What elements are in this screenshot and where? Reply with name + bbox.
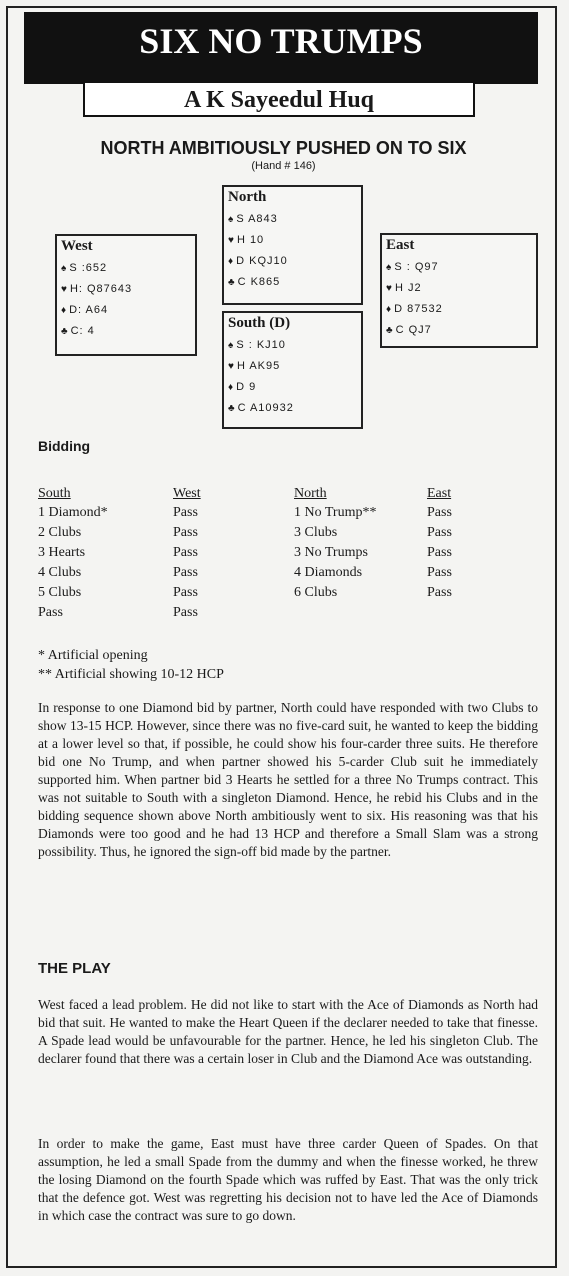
bid-cell: 2 Clubs	[38, 525, 82, 540]
heart-icon: ♥	[386, 283, 393, 294]
bid-cell: Pass	[173, 505, 198, 520]
hand-south-spades	[228, 335, 361, 356]
author-box	[83, 81, 475, 117]
hand-east-spades-text: S : Q97	[394, 261, 439, 273]
spade-icon: ♠	[61, 263, 68, 274]
bid-cell: 5 Clubs	[38, 585, 82, 600]
bid-column-east	[427, 484, 547, 603]
bid-cell: 3 No Trumps	[294, 545, 368, 560]
note-artificial-hcp: ** Artificial showing 10-12 HCP	[38, 667, 224, 682]
hand-south	[222, 311, 363, 429]
hand-west-diamonds	[61, 300, 195, 321]
hand-south-diamonds-text: D 9	[236, 381, 257, 393]
bidding-heading: Bidding	[38, 438, 91, 454]
hand-north-name: North	[228, 189, 267, 205]
hand-west-name: West	[61, 238, 93, 254]
diamond-icon: ♦	[228, 256, 235, 267]
hand-south-hearts	[228, 356, 361, 377]
bid-header: West	[173, 486, 201, 501]
bid-cell: 1 No Trump**	[294, 505, 377, 520]
hand-east-hearts-text: H J2	[394, 282, 422, 294]
hand-east-spades	[386, 257, 536, 278]
hand-east	[380, 233, 538, 348]
heart-icon: ♥	[228, 235, 235, 246]
bid-cell: Pass	[173, 565, 198, 580]
bid-cell: Pass	[427, 505, 452, 520]
club-icon: ♣	[61, 326, 69, 337]
hand-east-diamonds	[386, 299, 536, 320]
diamond-icon: ♦	[61, 305, 68, 316]
hand-west-diamonds-text: D: A64	[69, 304, 109, 316]
hand-south-clubs-text: C A10932	[237, 402, 294, 414]
play-heading: THE PLAY	[38, 960, 111, 977]
author-name: A K Sayeedul Huq	[183, 87, 375, 113]
hand-south-diamonds	[228, 377, 361, 398]
hand-east-clubs	[386, 320, 536, 341]
hand-east-name: East	[386, 237, 415, 253]
hand-east-hearts	[386, 278, 536, 299]
bid-cell: Pass	[427, 525, 452, 540]
article	[6, 6, 557, 1268]
paragraph-play: In order to make the game, East must have three carder Queen of Spades. On that assumption, he led a small Spade from the dummy and when the finesse worked, he threw the losing Diamond on the fourth Spade which was ruffed by East. That was the only trick that the defence got. West was regretting his decision not to have led the Ace of Diamonds in which case the contract was sure to go down.	[38, 1136, 538, 1223]
bid-cell: 4 Clubs	[38, 565, 82, 580]
hand-north-diamonds	[228, 251, 361, 272]
hand-north-spades-text: S A843	[236, 213, 278, 225]
hand-west-clubs	[61, 321, 195, 342]
bid-cell: 4 Diamonds	[294, 565, 363, 580]
hand-north	[222, 185, 363, 305]
title-banner	[24, 12, 538, 84]
spade-icon: ♠	[386, 262, 393, 273]
note-artificial-opening: * Artificial opening	[38, 648, 148, 663]
bid-cell: Pass	[173, 545, 198, 560]
hand-south-spades-text: S : KJ10	[236, 339, 286, 351]
hand-east-diamonds-text: D 87532	[394, 303, 443, 315]
hand-west-clubs-text: C: 4	[70, 325, 95, 337]
bid-cell: Pass	[173, 605, 198, 620]
bid-cell: Pass	[173, 525, 198, 540]
hand-north-clubs-text: C K865	[237, 276, 281, 288]
hand-north-clubs	[228, 272, 361, 293]
paragraph-bidding-analysis: In response to one Diamond bid by partner, North could have responded with two Clubs to show 13-15 HCP. However, since there was no five-card suit, he wanted to keep the bidding at a lower level so that, if possible, he could show his four-carder three suits. He therefore bid one No Trump, and when partner showed his 5-carder Club suit he immediately supported him. When partner bid 3 Hearts he settled for a three No Trumps contract. This was not suitable to South with a singleton Diamond. Hence, he rebid his Clubs and in the bidding sequence shown above North ambitiously went to six. His reasoning was that his Diamonds were too good and he had 13 HCP and therefore a Small Slam was a strong possibility. Thus, he ignored the sign-off bid made by the partner.	[38, 700, 538, 859]
hand-south-hearts-text: H AK95	[236, 360, 281, 372]
bid-column-north	[294, 484, 414, 603]
diamond-icon: ♦	[228, 382, 235, 393]
hand-west-spades	[61, 258, 195, 279]
bidding-notes	[38, 646, 224, 684]
diamond-icon: ♦	[386, 304, 393, 315]
bid-cell: Pass	[427, 565, 452, 580]
bid-cell: Pass	[427, 545, 452, 560]
hand-north-hearts-text: H 10	[236, 234, 265, 246]
heart-icon: ♥	[228, 361, 235, 372]
bid-cell: 3 Hearts	[38, 545, 86, 560]
bid-column-south	[38, 484, 158, 623]
hand-west-hearts-text: H: Q87643	[69, 283, 133, 295]
club-icon: ♣	[228, 403, 236, 414]
hand-south-clubs	[228, 398, 361, 419]
bid-cell: 1 Diamond*	[38, 505, 108, 520]
bid-cell: Pass	[427, 585, 452, 600]
paragraph-lead: West faced a lead problem. He did not like to start with the Ace of Diamonds as North had bid that suit. He wanted to make the Heart Queen if the declarer needed to take that finesse. A Spade lead would be unfavourable for the partner. Hence, he led his singleton Club. The declarer found that there was a certain loser in Club and the Diamond Ace was outstanding.	[38, 997, 538, 1066]
bid-cell: 6 Clubs	[294, 585, 338, 600]
hand-number: (Hand # 146)	[251, 160, 316, 172]
spade-icon: ♠	[228, 340, 235, 351]
article-title: SIX NO TRUMPS	[139, 21, 423, 61]
hand-north-hearts	[228, 230, 361, 251]
bid-cell: 3 Clubs	[294, 525, 338, 540]
hand-west	[55, 234, 197, 356]
bid-cell: Pass	[38, 605, 63, 620]
heart-icon: ♥	[61, 284, 68, 295]
club-icon: ♣	[386, 325, 394, 336]
hand-north-diamonds-text: D KQJ10	[236, 255, 288, 267]
hand-south-name: South (D)	[228, 315, 291, 331]
bid-header: East	[427, 486, 452, 501]
hand-east-clubs-text: C QJ7	[395, 324, 432, 336]
bid-header: South	[38, 486, 71, 501]
bid-cell: Pass	[173, 585, 198, 600]
bid-header: North	[294, 486, 327, 501]
bid-column-west	[173, 484, 293, 623]
hand-west-hearts	[61, 279, 195, 300]
spade-icon: ♠	[228, 214, 235, 225]
hand-north-spades	[228, 209, 361, 230]
headline: NORTH AMBITIOUSLY PUSHED ON TO SIX	[100, 138, 467, 158]
hand-west-spades-text: S :652	[69, 262, 108, 274]
club-icon: ♣	[228, 277, 236, 288]
